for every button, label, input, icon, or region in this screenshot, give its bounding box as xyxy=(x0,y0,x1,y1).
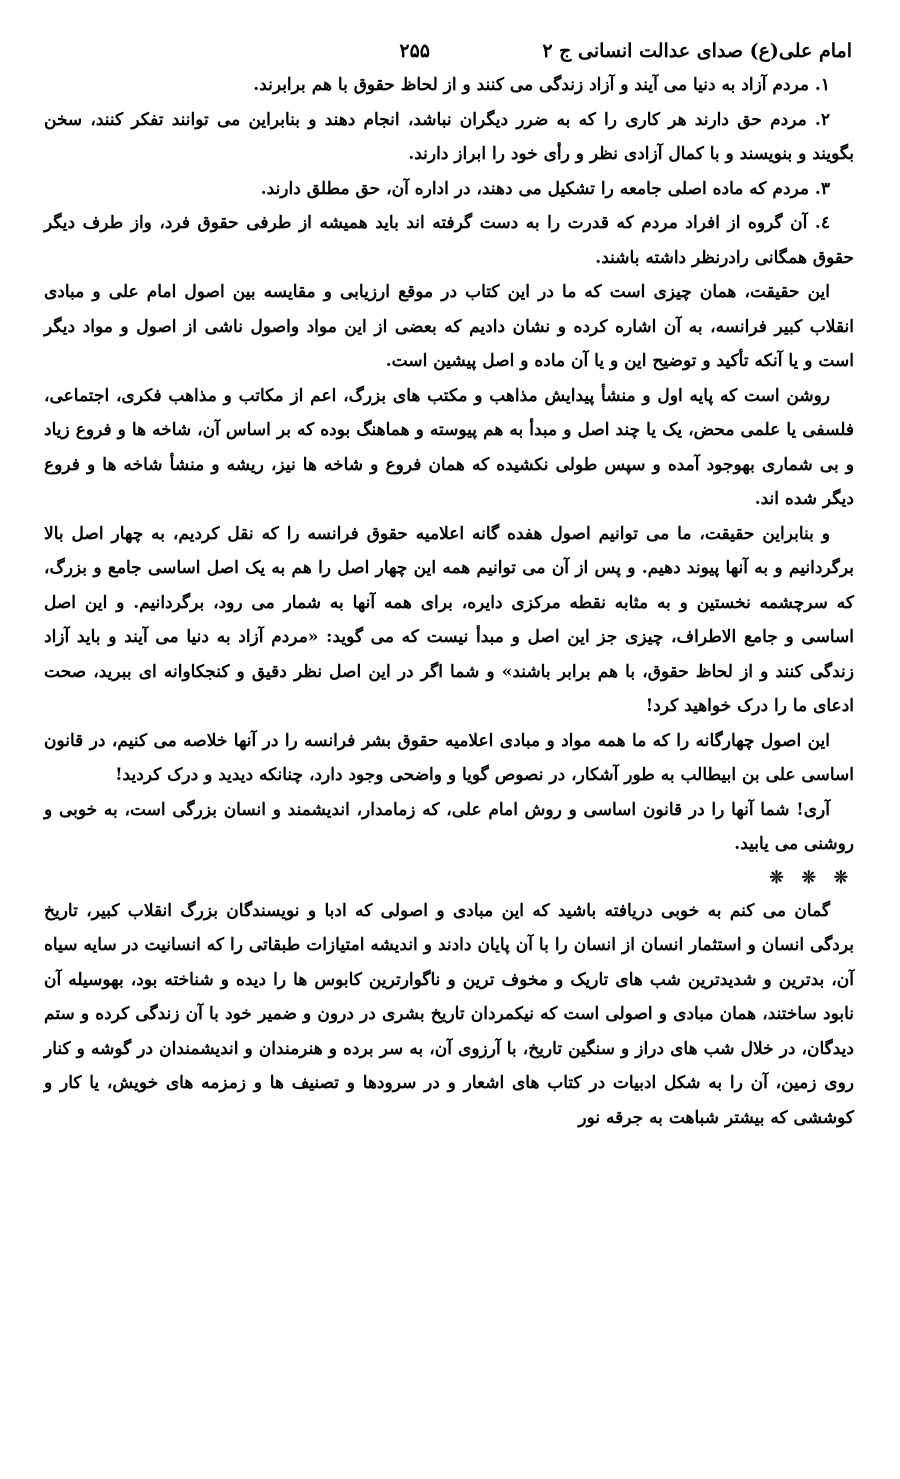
body-paragraph: آری! شما آنها را در قانون اساسی و روش امام علی، که زمامدار، اندیشمند و انسان بزرگی است، به خوبی و روشنی می یابید. xyxy=(44,799,854,854)
page-number: ۲۵۵ xyxy=(399,40,430,62)
list-item-3: ۳. مردم که ماده اصلی جامعه را تشکیل می دهند، در اداره آن، حق مطلق دارند. xyxy=(260,178,830,199)
body-paragraph: این اصول چهارگانه را که ما همه مواد و مبادی اعلامیه حقوق بشر فرانسه را در آنها خلاصه می کنیم، در قانون اساسی علی بن ابیطالب به طور آشکار، در نصوص گویا و واضحی وجود دارد، چنانکه دیدید و درک کردید! xyxy=(44,730,854,785)
page-header xyxy=(44,34,854,68)
body-paragraph: و بنابراین حقیقت، ما می توانیم اصول هفده گانه اعلامیه حقوق فرانسه را که نقل کردیم، به چهار اصل بالا برگردانیم و به آنها پیوند دهیم. و پس از آن می توانیم همه این چهار اصل را هم به یک اصل اساسی جامع و بزرگ، که سرچشمه نخستین و به مثابه نقطه مرکزی دایره، برای همه آنها به شمار می رود، برگردانیم. و این اصل اساسی و جامع الاطراف، چیزی جز این اصل و مبدأ نیست که می گوید: «مردم آزاد به دنیا می آیند و باید آزاد زندگی کنند و از لحاظ حقوق، با هم برابر باشند» و شما اگر در این اصل نظر دقیق و کنجکاوانه ای ببرید، صحت ادعای ما را درک خواهید کرد! xyxy=(44,523,854,716)
list-item-1: ۱. مردم آزاد به دنیا می آیند و آزاد زندگی می کنند و از لحاظ حقوق با هم برابرند. xyxy=(253,75,830,95)
running-title: امام علی(ع) صدای عدالت انسانی ج ۲ xyxy=(542,40,852,62)
body-paragraph: این حقیقت، همان چیزی است که ما در این کتاب در موقع ارزیابی و مقایسه بین اصول امام علی و مبادی انقلاب کبیر فرانسه، به آن اشاره کرده و نشان دادیم که بعضی از این مواد واصول ناشی از اصول و مواد دیگر است و یا آنکه تأکید و توضیح این و یا آن ماده و اصل پیشین است. xyxy=(44,282,854,371)
body-paragraph: روشن است که پایه اول و منشأ پیدایش مذاهب و مکتب های بزرگ، اعم از مکاتب و مذاهب فکری، اجتماعی، فلسفی یا علمی محض، یک یا چند اصل و مبدأ به هم پیوسته و هماهنگ بوده که بر اساس آن، شاخه ها و فروع زیاد و بی شماری بهوجود آمده و سپس طولی نکشیده که همان فروع و شاخه ها نیز، ریشه و منشأ شاخه ها و فروع دیگر شده اند. xyxy=(44,385,854,509)
page-body xyxy=(44,68,854,1135)
body-paragraph: گمان می کنم به خوبی دریافته باشید که این مبادی و اصولی که ادبا و نویسندگان بزرگ انقلاب کبیر، تاریخ بردگی انسان و استثمار انسان از انسان را با آن پایان دادند و اندیشه امتیازات طبقاتی را که انسانیت در سایه سیاه آن، بدترین و شدیدترین شب های تاریک و مخوف ترین و ناگوارترین کابوس ها را دیده و شناخته بود، بهوسیله آن نابود ساختند، همان مبادی و اصولی است که نیکمردان تاریخ بشری در درون و ضمیر خود با آن زندگی کرده و ستم دیدگان، در خلال شب های دراز و سنگین تاریخ، با آرزوی آن، به سر برده و هنرمندان و اندیشمندان در گوشه و کنار روی زمین، آن را به شکل ادبیات در کتاب های اشعار و در سرودها و تصنیف ها و زمزمه های خویش، یا کار و کوششی که بیشتر شباهت به جرقه نور xyxy=(44,900,854,1128)
list-item-4: ٤. آن گروه از افراد مردم که قدرت را به دست گرفته اند باید همیشه از طرفی حقوق فرد، واز طرف دیگر حقوق همگانی رادرنظر داشته باشند. xyxy=(44,213,854,268)
list-item-2: ۲. مردم حق دارند هر کاری را که به ضرر دیگران نباشد، انجام دهند و بنابراین می توانند تفکر کنند، سخن بگویند و بنویسند و با کمال آزادی نظر و رأی خود را ابراز دارند. xyxy=(44,109,854,164)
section-divider: ❊ ❊ ❊ xyxy=(769,867,854,888)
